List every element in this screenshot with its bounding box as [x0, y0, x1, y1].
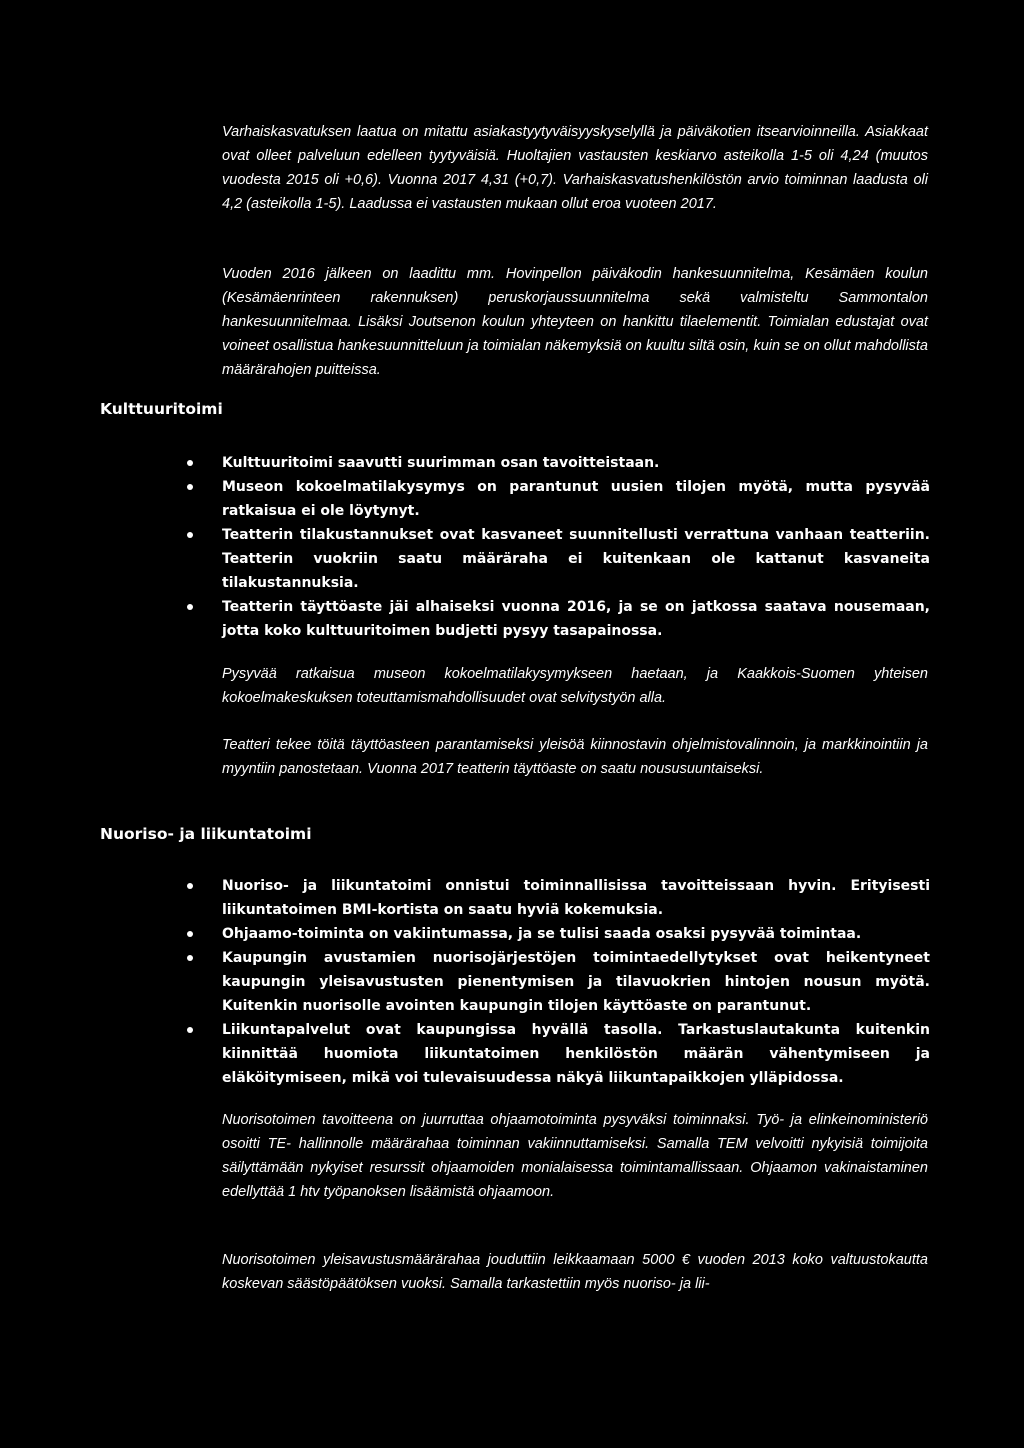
bullet-list-nuoriso: [186, 874, 930, 1090]
list-item: [186, 523, 930, 595]
list-item: [186, 1018, 930, 1090]
list-item: [186, 946, 930, 1018]
list-item-text: Teatterin täyttöaste jäi alhaiseksi vuonna 2016, ja se on jatkossa saatava nousemaan, jotta koko kulttuuritoimen budjetti pysyy tasapainossa.: [222, 599, 930, 639]
list-item: [186, 922, 930, 946]
list-item-text: Nuoriso- ja liikuntatoimi onnistui toiminnallisissa tavoitteissaan hyvin. Erityisesti liikuntatoimen BMI-kortista on saatu hyviä kokemuksia.: [222, 878, 930, 918]
list-item: [186, 874, 930, 922]
bullet-icon: [187, 931, 193, 937]
list-item-text: Liikuntapalvelut ovat kaupungissa hyvällä tasolla. Tarkastuslautakunta kuitenkin kiinnittää huomiota liikuntatoimen henkilöstön määrän vähentymiseen ja eläköitymiseen, mikä voi tulevaisuudessa näkyä liikuntapaikkojen ylläpidossa.: [222, 1022, 930, 1086]
section-heading-nuoriso: Nuoriso- ja liikuntatoimi: [100, 825, 312, 843]
bullet-icon: [187, 955, 193, 961]
paragraph-text: Teatteri tekee töitä täyttöasteen parantamiseksi yleisöä kiinnostavin ohjelmistovalinnoin, ja markkinointiin ja myyntiin panostetaan. Vuonna 2017 teatterin täyttöaste on saatu noususuuntaiseksi.: [222, 737, 928, 777]
section-heading-kulttuuritoimi: Kulttuuritoimi: [100, 400, 223, 418]
list-item: [186, 451, 930, 475]
bullet-icon: [187, 532, 193, 538]
paragraph-text: Pysyvää ratkaisua museon kokoelmatilakysymykseen haetaan, ja Kaakkois-Suomen yhteisen kokoelmakeskuksen toteuttamismahdollisuudet ovat selvitystyön alla.: [222, 666, 928, 706]
paragraph-text: Nuorisotoimen tavoitteena on juurruttaa ohjaamotoiminta pysyväksi toiminnaksi. Työ- ja elinkeinoministeriö osoitti TE- hallinnolle määrärahaa toiminnan vakiinnuttamiseksi. Samalla TEM velvoitti nykyisiä toimijoita säilyttämään nykyiset resurssit ohjaamoiden monialaisessa toimintamallissaan. Ohjaamon vakinaistaminen edellyttää 1 htv työpanoksen lisäämistä ohjaamoon.: [222, 1112, 928, 1200]
list-item: [186, 475, 930, 523]
paragraph-avustus: [222, 1248, 928, 1296]
list-item-text: Kaupungin avustamien nuorisojärjestöjen toimintaedellytykset ovat heikentyneet kaupungin yleisavustusten pienentymisen ja tilavuokrien hintojen nousun myötä. Kuitenkin nuorisolle avointen kaupungin tilojen käyttöaste on parantunut.: [222, 950, 930, 1014]
paragraph-text: Varhaiskasvatuksen laatua on mitattu asiakastyytyväisyyskyselyllä ja päiväkotien itsearvioinneilla. Asiakkaat ovat olleet palveluun edelleen tyytyväisiä. Huoltajien vastausten keskiarvo asteikolla 1-5 oli 4,24 (muutos vuodesta 2015 oli +0,6). Vuonna 2017 4,31 (+0,7). Varhaiskasvatushenkilöstön arvio toiminnan laadusta oli 4,2 (asteikolla 1-5). Laadussa ei vastausten mukaan ollut eroa vuoteen 2017.: [222, 124, 928, 212]
bullet-icon: [187, 1027, 193, 1033]
bullet-icon: [187, 883, 193, 889]
bullet-icon: [187, 484, 193, 490]
paragraph-text: Nuorisotoimen yleisavustusmäärärahaa jouduttiin leikkaamaan 5000 € vuoden 2013 koko valtuustokautta koskevan säästöpäätöksen vuoksi. Samalla tarkastettiin myös nuoriso- ja lii-: [222, 1252, 928, 1292]
list-item-text: Ohjaamo-toiminta on vakiintumassa, ja se tulisi saada osaksi pysyvää toimintaa.: [222, 926, 862, 942]
bullet-icon: [187, 604, 193, 610]
paragraph-varhaiskasvatus-quality: [222, 120, 928, 216]
bullet-icon: [187, 460, 193, 466]
list-item-text: Teatterin tilakustannukset ovat kasvaneet suunnitellusti verrattuna vanhaan teatteriin. Teatterin vuokriin saatu määräraha ei kuitenkaan ole kattanut kasvaneita tilakustannuksia.: [222, 527, 930, 591]
paragraph-ohjaamo: [222, 1108, 928, 1204]
list-item-text: Kulttuuritoimi saavutti suurimman osan tavoitteistaan.: [222, 455, 660, 471]
list-item-text: Museon kokoelmatilakysymys on parantunut uusien tilojen myötä, mutta pysyvää ratkaisua ei ole löytynyt.: [222, 479, 930, 519]
paragraph-theatre: [222, 733, 928, 781]
paragraph-text: Vuoden 2016 jälkeen on laadittu mm. Hovinpellon päiväkodin hankesuunnitelma, Kesämäen koulun (Kesämäenrinteen rakennuksen) peruskorjaussuunnitelma sekä valmisteltu Sammontalon hankesuunnitelmaa. Lisäksi Joutsenon koulun yhteyteen on hankittu tilaelementit. Toimialan edustajat ovat voineet osallistua hankesuunnitteluun ja toimialan näkemyksiä on kuultu siltä osin, kuin se on ollut mahdollista määrärahojen puitteissa.: [222, 266, 928, 378]
list-item: [186, 595, 930, 643]
paragraph-museum: [222, 662, 928, 710]
paragraph-varhaiskasvatus-plans: [222, 262, 928, 382]
bullet-list-kulttuuritoimi: [186, 451, 930, 643]
